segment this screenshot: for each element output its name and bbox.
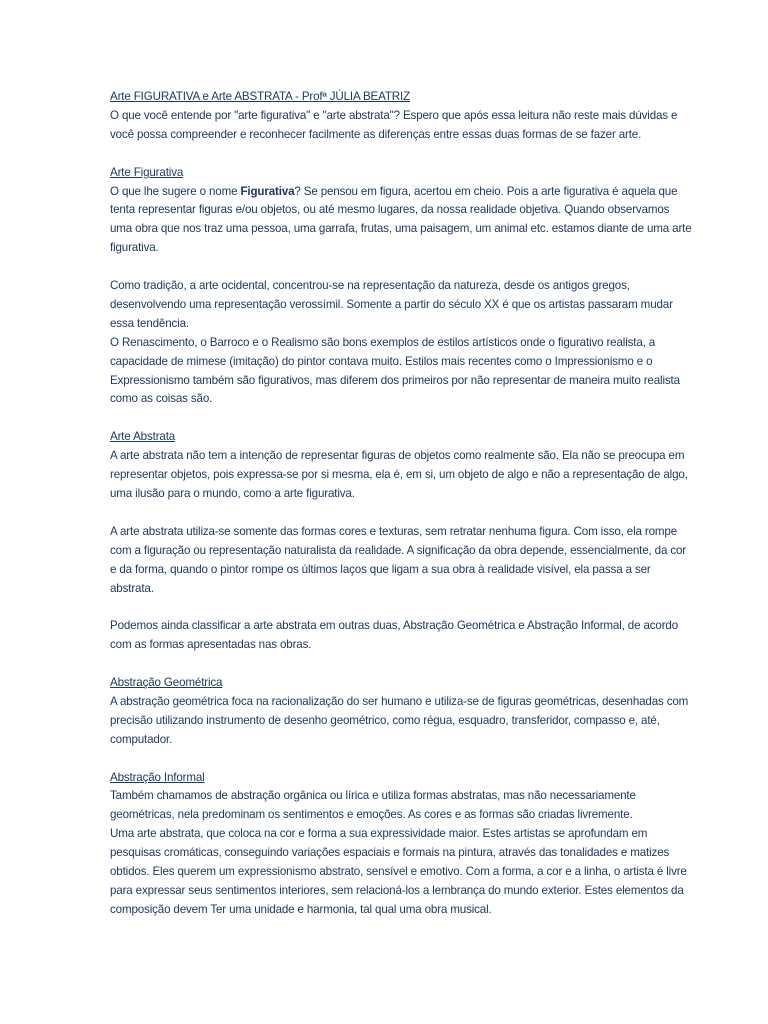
figurativa-line: uma obra que nos traz uma pessoa, uma garrafa, frutas, uma paisagem, um animal etc. estamos diante de uma arte — [110, 222, 692, 236]
intro-line: você possa compreender e reconhecer facilmente as diferenças entre essas duas formas de se fazer arte. — [110, 127, 642, 141]
informal-line: pesquisas cromáticas, conseguindo variações espaciais e formais na pintura, através das tonalidades e matizes — [110, 846, 670, 860]
figurativa-line: tenta representar figuras e/ou objetos, ou até mesmo lugares, da nossa realidade objetiva. Quando observamos — [110, 203, 670, 217]
geometrica-line: precisão utilizando instrumento de desenho geométrico, como régua, esquadro, transferidor, compasso e, até, — [110, 713, 660, 727]
figurativa-p2-line: Expressionismo também são figurativos, mas diferem dos primeiros por não representar de maneira muito realista — [110, 373, 680, 387]
figurativa-line: figurativa. — [110, 241, 159, 255]
abstrata-p2-line: abstrata. — [110, 581, 154, 595]
abstrata-line: representar objetos, pois expressa-se por si mesma, ela é, em si, um objeto de algo e não a representação de algo, — [110, 468, 688, 482]
informal-line: para expressar seus sentimentos interiores, sem relacioná-los a lembrança do mundo exterior. Estes elementos da — [110, 883, 684, 897]
paragraph-gap — [110, 598, 658, 617]
informal-line: obtidos. Eles querem um expressionismo abstrato, sensível e emotivo. Com a forma, a cor e a linha, o artista é livre — [110, 865, 687, 879]
document-title: Arte FIGURATIVA e Arte ABSTRATA - Profª JÚLIA BEATRIZ — [110, 90, 410, 103]
heading-abstracao-geometrica: Abstração Geométrica — [110, 676, 223, 689]
figurativa-p2-line: como as coisas são. — [110, 392, 213, 406]
intro-line: O que você entende por "arte figurativa" e "arte abstrata"? Espero que após essa leitura não reste mais dúvidas e — [110, 108, 678, 122]
figurativa-bold-term: Figurativa — [240, 184, 295, 198]
abstrata-p3-line: com as formas apresentadas nas obras. — [110, 638, 312, 652]
abstrata-p3-line: Podemos ainda classificar a arte abstrata em outras duas, Abstração Geométrica e Abstração Informal, de acordo — [110, 619, 678, 633]
figurativa-line-start: O que lhe sugere o nome — [110, 184, 241, 198]
paragraph-gap — [110, 258, 658, 277]
document-page — [110, 88, 692, 920]
paragraph-gap — [110, 504, 658, 523]
informal-line: Também chamamos de abstração orgânica ou lírica e utiliza formas abstratas, mas não necessariamente — [110, 789, 636, 803]
heading-arte-figurativa: Arte Figurativa — [110, 165, 184, 179]
abstrata-line: uma ilusão para o mundo, como a arte figurativa. — [110, 486, 355, 500]
paragraph-gap — [110, 145, 658, 164]
paragraph-gap — [110, 409, 658, 428]
heading-arte-abstrata: Arte Abstrata — [110, 430, 176, 444]
figurativa-line-end: ? Se pensou em figura, acertou em cheio. Pois a arte figurativa é aquela que — [294, 184, 678, 198]
abstrata-p2-line: A arte abstrata utiliza-se somente das formas cores e texturas, sem retratar nenhuma figura. Com isso, ela rompe — [110, 524, 678, 538]
geometrica-line: A abstração geométrica foca na racionalização do ser humano e utiliza-se de figuras geométricas, desenhadas com — [110, 694, 689, 708]
figurativa-p2-line: essa tendência. — [110, 316, 189, 330]
abstrata-p2-line: com a figuração ou representação naturalista da realidade. A significação da obra depende, essencialmente, da cor — [110, 543, 687, 557]
informal-line: geométricas, nela predominam os sentimentos e emoções. As cores e as formas são criadas livremente. — [110, 808, 633, 822]
geometrica-line: computador. — [110, 732, 173, 746]
figurativa-line — [110, 183, 678, 202]
figurativa-p2-line: O Renascimento, o Barroco e o Realismo são bons exemplos de estilos artísticos onde o figurativo realista, a — [110, 335, 656, 349]
abstrata-p2-line: e da forma, quando o pintor rompe os últimos laços que ligam a sua obra à realidade visível, ela passa a ser — [110, 562, 651, 576]
figurativa-p2-line: capacidade de mimese (imitação) do pintor contava muito. Estilos mais recentes como o Impressionismo e o — [110, 354, 653, 368]
paragraph-gap — [110, 750, 658, 769]
paragraph-gap — [110, 655, 658, 674]
informal-line: Uma arte abstrata, que coloca na cor e forma a sua expressividade maior. Estes artistas se aprofundam em — [110, 827, 648, 841]
abstrata-line: A arte abstrata não tem a intenção de representar figuras de objetos como realmente são. Ela não se preocupa em — [110, 449, 685, 463]
figurativa-p2-line: desenvolvendo uma representação verossímil. Somente a partir do século XX é que os artistas passaram mudar — [110, 297, 673, 311]
figurativa-p2-line: Como tradição, a arte ocidental, concentrou-se na representação da natureza, desde os antigos gregos, — [110, 279, 630, 293]
informal-line: composição devem Ter uma unidade e harmonia, tal qual uma obra musical. — [110, 902, 492, 916]
heading-abstracao-informal: Abstração Informal — [110, 770, 205, 784]
